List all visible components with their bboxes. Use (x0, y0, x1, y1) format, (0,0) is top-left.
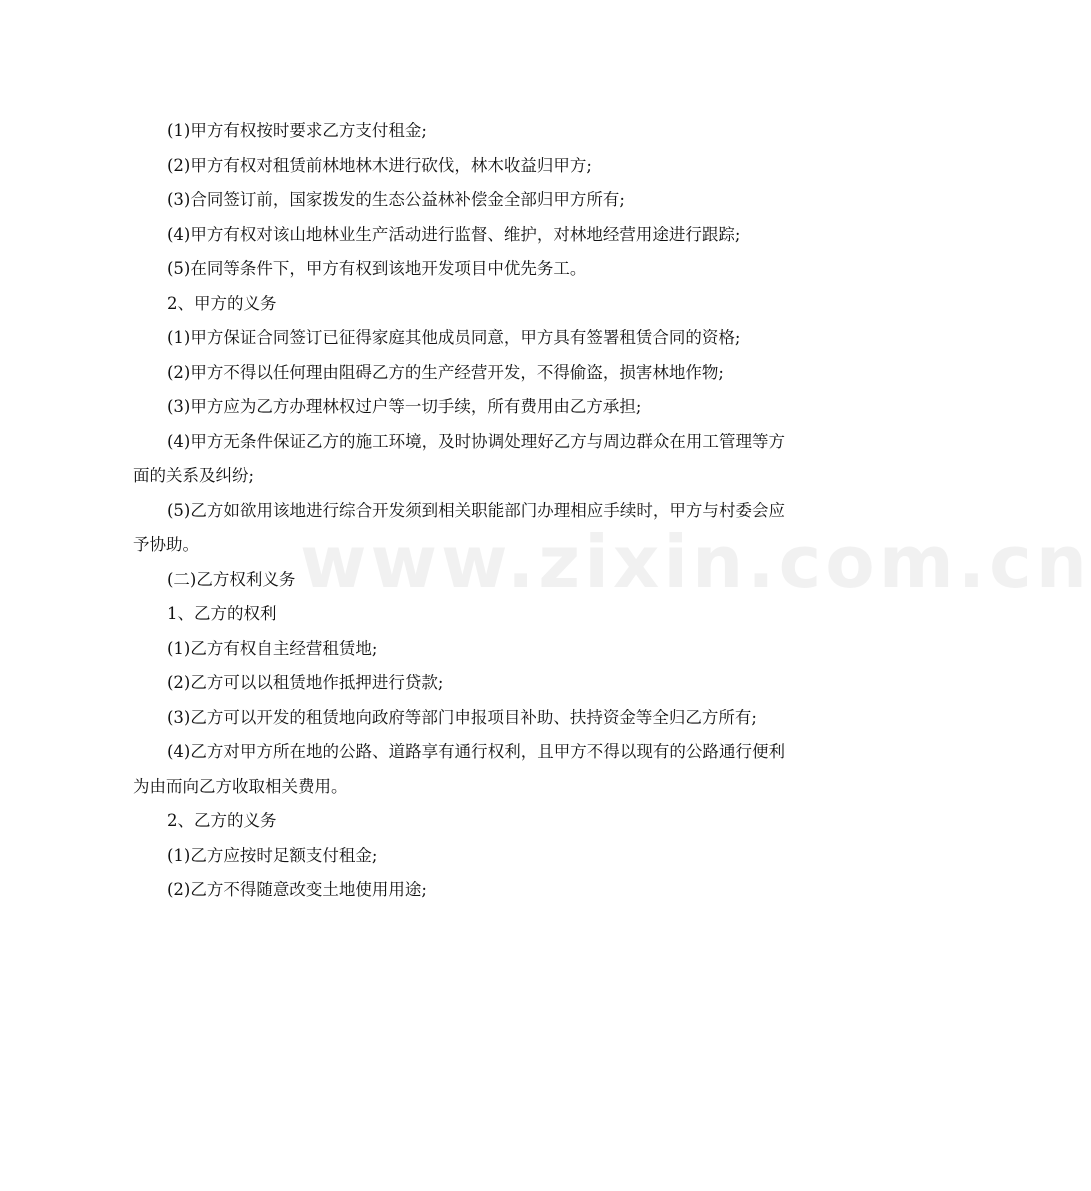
paragraph: (1)甲方有权按时要求乙方支付租金; (167, 121, 427, 140)
paragraph: (4)乙方对甲方所在地的公路、道路享有通行权利，且甲方不得以现有的公路通行便利为由而向乙方收取相关费用。 (133, 742, 785, 796)
section-heading: 2、甲方的义务 (167, 293, 277, 313)
section-heading: (二)乙方权利义务 (167, 569, 296, 589)
paragraph: (2)甲方有权对租赁前林地林木进行砍伐，林木收益归甲方; (167, 155, 592, 175)
paragraph: (3)乙方可以开发的租赁地向政府等部门申报项目补助、扶持资金等全归乙方所有; (167, 707, 757, 727)
paragraph: (3)甲方应为乙方办理林权过户等一切手续，所有费用由乙方承担; (167, 397, 642, 416)
paragraph: (5)乙方如欲用该地进行综合开发须到相关职能部门办理相应手续时，甲方与村委会应予协助。 (133, 500, 785, 554)
section-heading: 1、乙方的权利 (167, 604, 277, 623)
paragraph: (5)在同等条件下，甲方有权到该地开发项目中优先务工。 (167, 259, 587, 278)
paragraph: (4)甲方无条件保证乙方的施工环境，及时协调处理好乙方与周边群众在用工管理等方面的关系及纠纷; (133, 431, 785, 485)
paragraph: (2)甲方不得以任何理由阻碍乙方的生产经营开发，不得偷盗，损害林地作物; (167, 362, 724, 382)
paragraph: (3)合同签订前，国家拨发的生态公益林补偿金全部归甲方所有; (167, 190, 625, 209)
document-body (133, 114, 1091, 908)
watermark: www.zixin.com.cn (300, 520, 1091, 604)
paragraph: (2)乙方可以以租赁地作抵押进行贷款; (167, 673, 444, 692)
section-heading: 2、乙方的义务 (167, 811, 277, 830)
paragraph: (2)乙方不得随意改变土地使用用途; (167, 880, 427, 899)
paragraph: (1)乙方应按时足额支付租金; (167, 845, 378, 865)
paragraph: (1)乙方有权自主经营租赁地; (167, 638, 378, 658)
paragraph: (4)甲方有权对该山地林业生产活动进行监督、维护，对林地经营用途进行跟踪; (167, 224, 741, 244)
paragraph: (1)甲方保证合同签订已征得家庭其他成员同意，甲方具有签署租赁合同的资格; (167, 328, 741, 347)
